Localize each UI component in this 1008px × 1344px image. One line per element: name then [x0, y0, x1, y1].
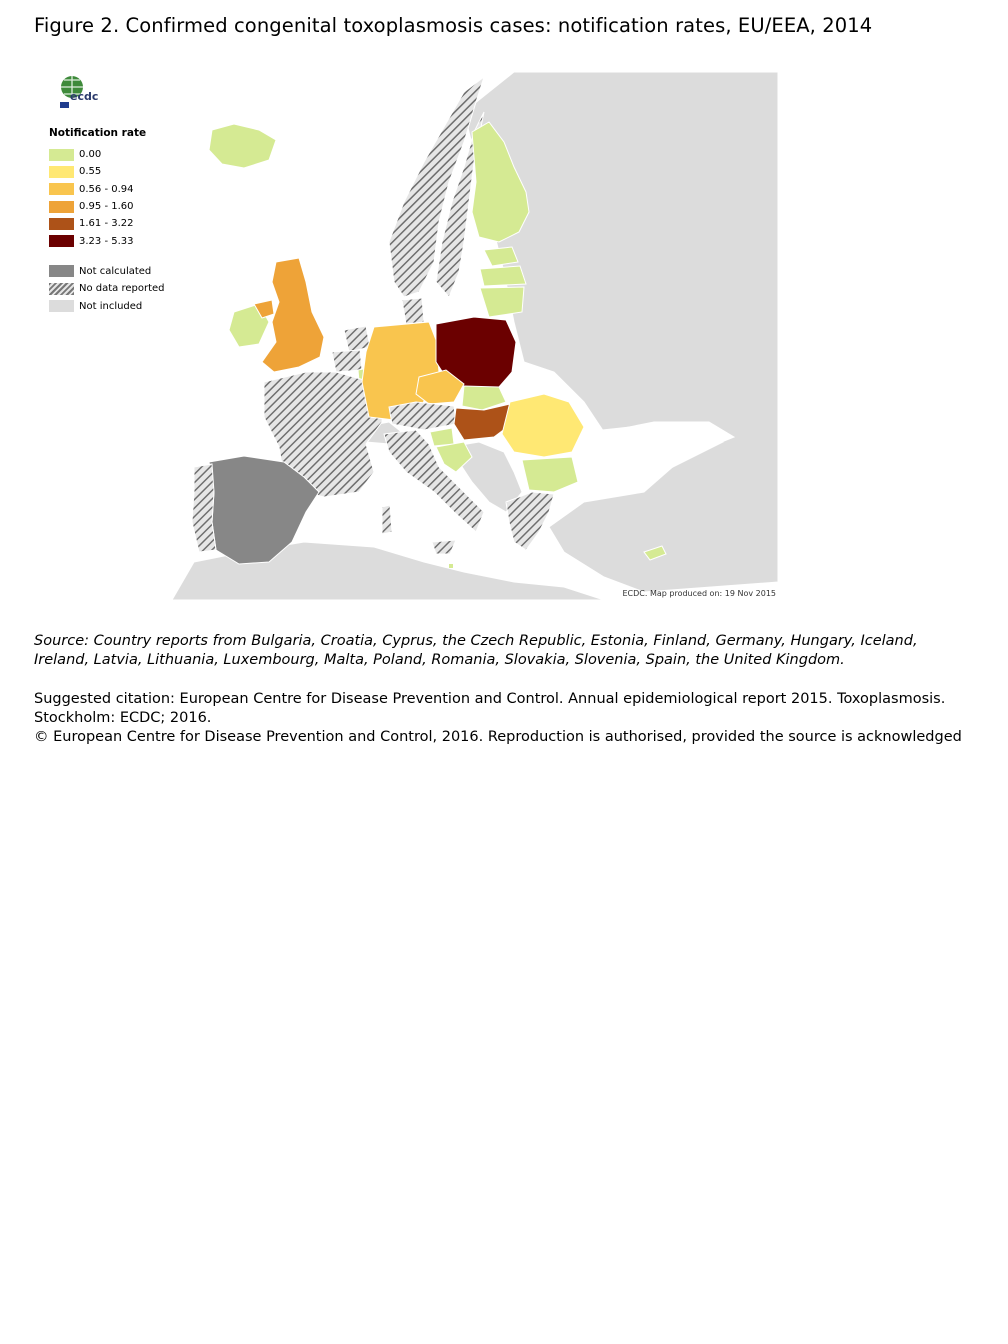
region-netherlands: [344, 326, 370, 352]
legend-label: Not calculated: [79, 265, 152, 277]
region-denmark: [402, 298, 424, 324]
map-credit: ECDC. Map produced on: 19 Nov 2015: [622, 589, 776, 598]
legend-item: [49, 163, 165, 180]
legend-label: 3.23 - 5.33: [79, 235, 134, 247]
legend-item: [49, 146, 165, 163]
citation-line: Stockholm: ECDC; 2016.: [34, 710, 212, 726]
legend-label: Not included: [79, 300, 143, 312]
legend-label: 0.56 - 0.94: [79, 183, 134, 195]
copyright-line: © European Centre for Disease Prevention and Control, 2016. Reproduction is authorised, provided the source is acknowledged: [34, 729, 962, 745]
legend-swatch: [49, 201, 74, 213]
legend-swatch: [49, 235, 74, 247]
legend-swatch: [49, 265, 74, 277]
legend-label: No data reported: [79, 283, 165, 295]
legend-item: [49, 181, 165, 198]
region-austria: [389, 402, 456, 430]
ecdc-logo-text: ecdc: [70, 90, 99, 103]
legend-item: [49, 297, 165, 314]
legend-swatch: [49, 166, 74, 178]
region-belgium: [332, 350, 362, 372]
legend-label: 0.55: [79, 166, 102, 178]
legend-item: [49, 215, 165, 232]
legend-swatch: [49, 183, 74, 195]
legend-label: 1.61 - 3.22: [79, 218, 134, 230]
ecdc-logo: [52, 74, 99, 110]
legend-swatch: [49, 300, 74, 312]
legend-swatch: [49, 218, 74, 230]
region-portugal: [192, 464, 216, 552]
region-sardinia: [382, 505, 392, 534]
legend-label: 0.00: [79, 149, 102, 161]
citation-line: Suggested citation: European Centre for Disease Prevention and Control. Annual epidemiological report 2015. Toxoplasmosis.: [34, 691, 946, 707]
legend-title: Notification rate: [49, 127, 147, 139]
choropleth-map: [44, 72, 778, 600]
citation-block: [34, 690, 994, 747]
figure-title: Figure 2. Confirmed congenital toxoplasmosis cases: notification rates, EU/EEA, 2014: [34, 14, 873, 37]
legend-label: 0.95 - 1.60: [79, 201, 134, 213]
map-legend: [49, 127, 165, 315]
region-latvia: [480, 266, 526, 286]
legend-item: [49, 198, 165, 215]
legend-swatch: [49, 149, 74, 161]
region-malta: [449, 564, 453, 568]
source-note: Source: Country reports from Bulgaria, Croatia, Cyprus, the Czech Republic, Estonia, Finland, Germany, Hungary, Iceland, Ireland, Latvia, Lithuania, Luxembourg, Malta, Poland, Romania, Slovakia, Slovenia, Spain, the United Kingdom.: [34, 633, 918, 668]
legend-item: [49, 232, 165, 249]
legend-item: [49, 280, 165, 297]
legend-item: [49, 263, 165, 280]
legend-swatch: [49, 283, 74, 295]
